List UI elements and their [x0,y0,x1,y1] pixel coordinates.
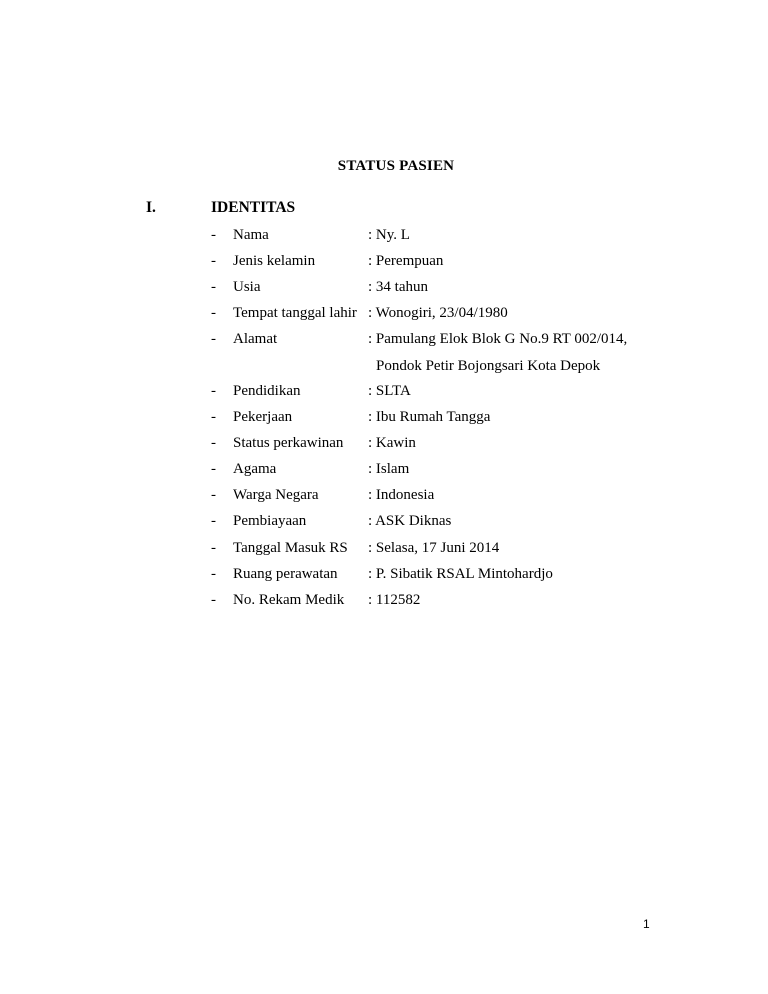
field-row-ruang-perawatan [0,564,768,584]
field-dash: - [211,305,216,321]
field-row-alamat [0,329,768,349]
field-dash: - [211,513,216,529]
field-label: Ruang perawatan [233,566,338,582]
document-title: STATUS PASIEN [337,158,455,174]
field-dash: - [211,461,216,477]
field-row-tempat-tanggal-lahir [0,303,768,323]
field-value-continuation: Pondok Petir Bojongsari Kota Depok [376,358,601,374]
field-value: : Kawin [368,435,416,451]
field-value: : Ny. L [368,227,410,243]
field-row-pendidikan [0,381,768,401]
field-value: : Perempuan [368,253,444,269]
field-row-no-rekam-medik [0,590,768,610]
field-value: : Pamulang Elok Blok G No.9 RT 002/014, [368,331,628,347]
field-row-jenis-kelamin [0,251,768,271]
field-dash: - [211,592,216,608]
field-label: No. Rekam Medik [233,592,345,608]
field-dash: - [211,566,216,582]
field-label: Pendidikan [233,383,301,399]
field-dash: - [211,253,216,269]
field-value: : Wonogiri, 23/04/1980 [368,305,508,321]
field-label: Tempat tanggal lahir [233,305,357,321]
field-value: : 112582 [368,592,421,608]
field-dash: - [211,409,216,425]
field-row-warga-negara [0,485,768,505]
field-dash: - [211,487,216,503]
field-label: Pembiayaan [233,513,307,529]
field-row-agama [0,459,768,479]
field-value: : 34 tahun [368,279,428,295]
field-value: : Indonesia [368,487,435,503]
field-value: : P. Sibatik RSAL Mintohardjo [368,566,553,582]
field-dash: - [211,227,216,243]
field-label: Agama [233,461,277,477]
field-label: Pekerjaan [233,409,293,425]
field-value: : Islam [368,461,410,477]
field-label: Usia [233,279,261,295]
field-dash: - [211,279,216,295]
section-heading: IDENTITAS [211,199,296,216]
page-number: 1 [643,917,650,931]
field-dash: - [211,540,216,556]
field-row-pembiayaan [0,511,768,531]
field-label: Status perkawinan [233,435,344,451]
field-row-alamat-continuation [0,356,768,376]
field-label: Nama [233,227,269,243]
field-dash: - [211,331,216,347]
field-value: : Ibu Rumah Tangga [368,409,491,425]
field-row-pekerjaan [0,407,768,427]
section-number: I. [146,199,156,216]
field-value: : ASK Diknas [368,513,452,529]
field-row-tanggal-masuk-rs [0,538,768,558]
field-label: Tanggal Masuk RS [233,540,348,556]
field-label: Warga Negara [233,487,319,503]
field-row-usia [0,277,768,297]
field-label: Alamat [233,331,278,347]
field-row-nama [0,225,768,245]
field-dash: - [211,383,216,399]
field-row-status-perkawinan [0,433,768,453]
field-value: : SLTA [368,383,411,399]
field-dash: - [211,435,216,451]
field-value: : Selasa, 17 Juni 2014 [368,540,500,556]
field-label: Jenis kelamin [233,253,316,269]
